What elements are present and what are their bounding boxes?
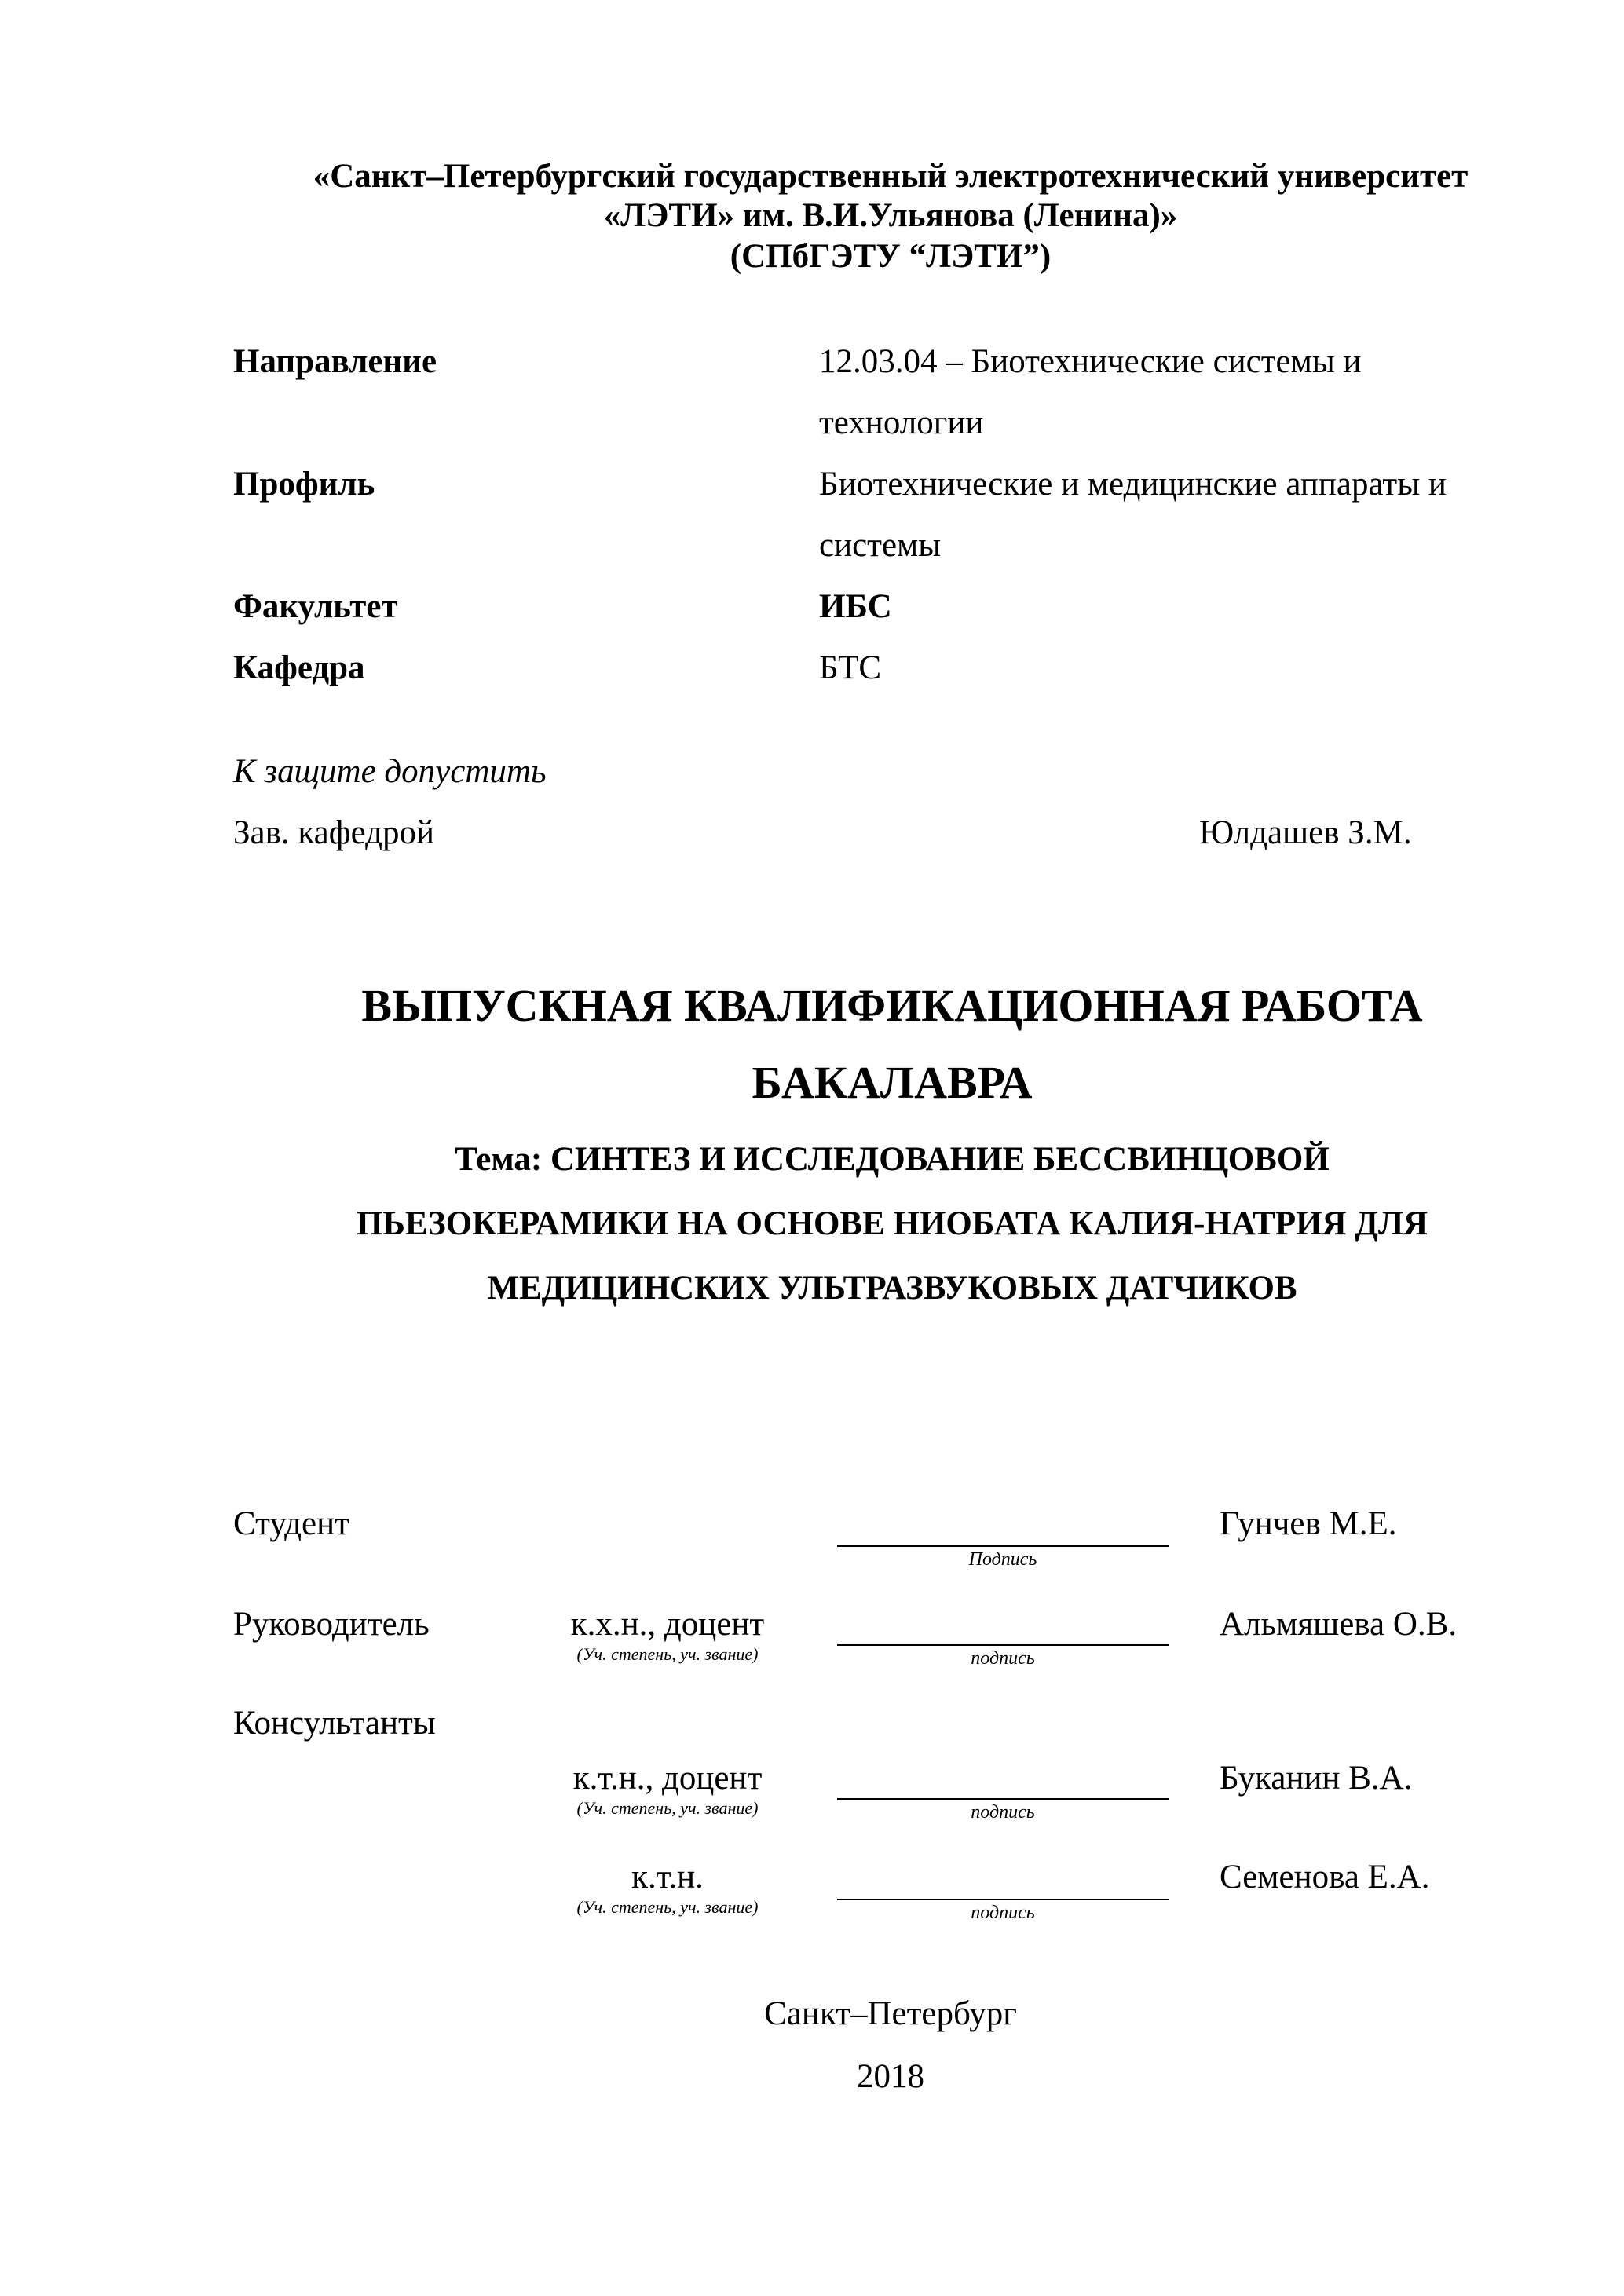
department-head-role: Зав. кафедрой (233, 814, 435, 851)
supervisor-degree: к.х.н., доцент (570, 1606, 765, 1643)
work-title-line1: ВЫПУСКНАЯ КВАЛИФИКАЦИОННАЯ РАБОТА (361, 980, 1423, 1031)
direction-value (819, 331, 1557, 454)
work-title-line2: БАКАЛАВРА (752, 1057, 1033, 1108)
department-head-name: Юлдашев З.М. (1199, 814, 1412, 851)
faculty-label: Факультет (233, 588, 398, 625)
direction-value-line2: технологии (819, 404, 984, 441)
department-label: Кафедра (233, 649, 365, 686)
student-signature-caption: Подпись (968, 1549, 1037, 1570)
supervisor-degree-caption: (Уч. степень, уч. звание) (576, 1644, 759, 1664)
department-value: БТС (819, 649, 882, 686)
consultant2-degree: к.т.н. (631, 1859, 704, 1896)
work-topic-line3: МЕДИЦИНСКИХ УЛЬТРАЗВУКОВЫХ ДАТЧИКОВ (487, 1270, 1297, 1307)
work-topic (181, 1128, 1604, 1321)
supervisor-label: Руководитель (233, 1606, 430, 1643)
consultant1-name: Буканин В.А. (1220, 1760, 1413, 1797)
consultant1-signature-caption: подпись (971, 1802, 1035, 1823)
consultant1-degree-caption: (Уч. степень, уч. звание) (576, 1798, 759, 1818)
consultant1-degree: к.т.н., доцент (572, 1760, 763, 1797)
consultant1-signature-line (837, 1798, 1169, 1800)
profile-value-line1: Биотехнические и медицинские аппараты и (819, 466, 1447, 503)
direction-label: Направление (233, 343, 437, 380)
profile-value (819, 454, 1557, 576)
faculty-value: ИБС (819, 588, 892, 625)
admission-text: К защите допустить (233, 753, 547, 790)
consultant2-signature-line (837, 1899, 1169, 1900)
footer-city: Санкт–Петербург (764, 1995, 1017, 2032)
footer-year: 2018 (857, 2058, 924, 2095)
consultant2-name: Семенова Е.А. (1220, 1859, 1430, 1896)
student-signature-line (837, 1545, 1169, 1547)
supervisor-name: Альмяшева О.В. (1220, 1606, 1458, 1643)
profile-label: Профиль (233, 466, 375, 503)
university-name-line2: «ЛЭТИ» им. В.И.Ульянова (Ленина)» (603, 197, 1178, 234)
student-label: Студент (233, 1505, 349, 1542)
direction-value-line1: 12.03.04 – Биотехнические системы и (819, 343, 1362, 380)
work-title (181, 967, 1604, 1121)
profile-value-line2: системы (819, 527, 942, 564)
work-topic-line2: ПЬЕЗОКЕРАМИКИ НА ОСНОВЕ НИОБАТА КАЛИЯ-НАТРИЯ ДЛЯ (356, 1205, 1428, 1242)
student-name: Гунчев М.Е. (1220, 1505, 1397, 1542)
supervisor-signature-line (837, 1644, 1169, 1646)
supervisor-signature-caption: подпись (971, 1648, 1035, 1669)
university-name-line1: «Санкт–Петербургский государственный электротехнический университет (313, 158, 1469, 195)
consultant2-degree-caption: (Уч. степень, уч. звание) (576, 1897, 759, 1917)
university-abbr: (СПбГЭТУ “ЛЭТИ”) (730, 238, 1052, 275)
consultant2-signature-caption: подпись (971, 1903, 1035, 1923)
work-topic-line1: Тема: СИНТЕЗ И ИССЛЕДОВАНИЕ БЕССВИНЦОВОЙ (455, 1141, 1330, 1178)
consultants-label: Консультанты (233, 1705, 436, 1742)
